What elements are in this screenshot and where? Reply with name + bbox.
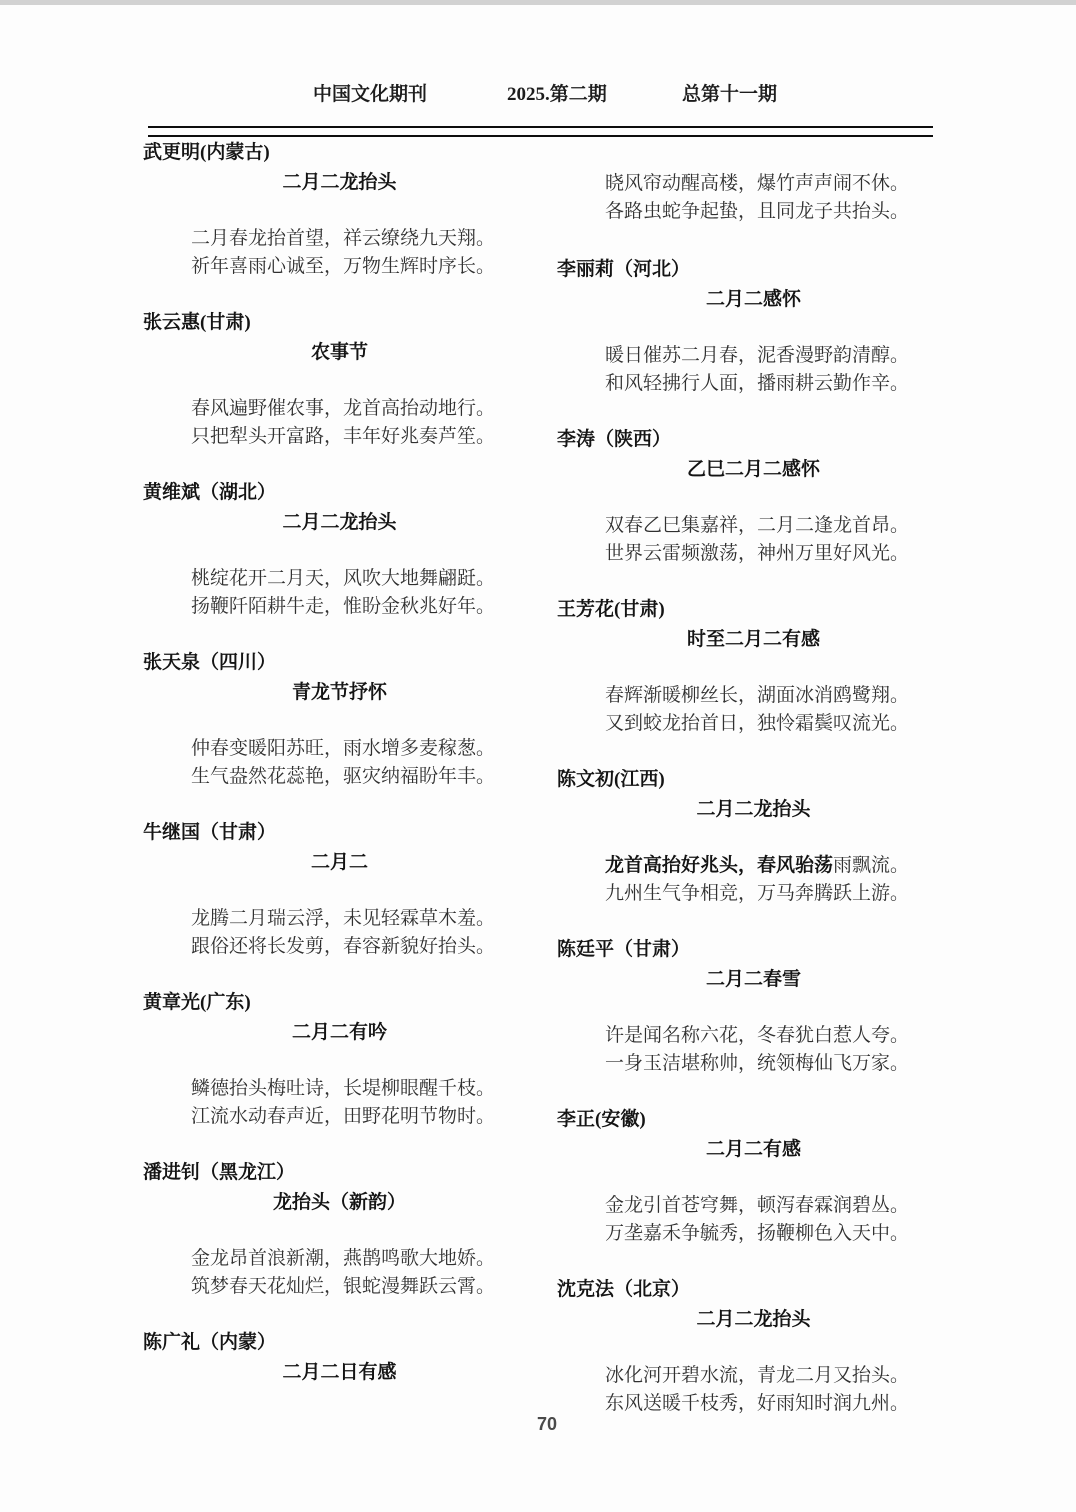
poem-title: 青龙节抒怀 [291, 682, 387, 703]
poem-line: 双春乙巳集嘉祥，二月二逢龙首昂。 [605, 515, 910, 536]
poem-author: 潘进钊（黑龙江） [143, 1162, 296, 1183]
poem-line: 金龙引首苍穹舞，顿泻春霖润碧丛。 [605, 1195, 910, 1216]
poem-body [557, 342, 910, 398]
poem-body [143, 735, 496, 791]
poem-title: 二月二日有感 [282, 1362, 397, 1383]
poem-author: 武更明(内蒙古) [143, 142, 270, 163]
poem-author: 黄章光(广东) [143, 992, 251, 1013]
poem-author: 张云惠(甘肃) [143, 312, 251, 333]
poem-body [557, 1362, 910, 1418]
poem-line: 江流水动春声近，田野花明节物时。 [191, 1106, 496, 1127]
poem-body [143, 395, 496, 451]
poem-author: 张天泉（四川） [143, 652, 277, 673]
journal-name: 中国文化期刊 [313, 84, 428, 105]
poem-line: 仲春变暖阳苏旺，雨水增多麦稼葱。 [191, 738, 496, 759]
poem-line: 又到蛟龙抬首日，独怜霜鬓叹流光。 [605, 713, 910, 734]
poem-line: 和风轻拂行人面，播雨耕云勤作辛。 [605, 373, 910, 394]
poem-title: 乙巳二月二感怀 [686, 459, 820, 480]
poem-body [143, 1075, 496, 1131]
poem-entry [143, 478, 496, 621]
poem-title: 龙抬头（新韵） [272, 1192, 406, 1213]
poem-line: 暖日催苏二月春，泥香漫野韵清醇。 [605, 345, 910, 366]
poem-line: 金龙昂首浪新潮，燕鹊鸣歌大地娇。 [191, 1248, 496, 1269]
poem-line: 一身玉洁堪称帅，统领梅仙飞万家。 [605, 1053, 910, 1074]
poem-line: 九州生气争相竞，万马奔腾跃上游。 [605, 883, 910, 904]
poem-line: 二月春龙抬首望，祥云缭绕九天翔。 [191, 228, 496, 249]
poem-line: 世界云雷频激荡，神州万里好风光。 [605, 543, 910, 564]
poem-entry [143, 818, 496, 961]
poem-title: 二月二龙抬头 [696, 1309, 811, 1330]
poem-line: 扬鞭阡陌耕牛走，惟盼金秋兆好年。 [191, 596, 496, 617]
poem-title: 二月二龙抬头 [282, 512, 397, 533]
poem-body [557, 852, 910, 908]
poem-author: 陈文初(江西) [557, 769, 665, 790]
poem-line: 春风遍野催农事，龙首高抬动地行。 [191, 398, 496, 419]
poem-entry [143, 308, 496, 451]
page-header [0, 82, 1076, 108]
poem-author: 黄维斌（湖北） [143, 482, 277, 503]
poem-line [557, 852, 910, 880]
poem-body [557, 1192, 910, 1248]
poem-entry [143, 988, 496, 1131]
volume-label: 总第十一期 [682, 84, 778, 105]
poem-entry [557, 1275, 910, 1418]
poem-entry [143, 138, 496, 281]
poem-line: 东风送暖千枝秀，好雨知时润九州。 [605, 1393, 910, 1414]
poem-author: 沈克法（北京） [557, 1279, 691, 1300]
poem-author: 王芳花(甘肃) [557, 599, 665, 620]
poem-entry [557, 425, 910, 568]
poem-line: 生气盎然花蕊艳，驱灾纳福盼年丰。 [191, 766, 496, 787]
poem-title: 二月二感怀 [705, 289, 801, 310]
header-divider-rule [148, 126, 933, 137]
poem-title: 二月二有感 [705, 1139, 801, 1160]
poem-body [143, 905, 496, 961]
poem-title: 时至二月二有感 [686, 629, 820, 650]
poem-line: 各路虫蛇争起蛰，且同龙子共抬头。 [605, 201, 910, 222]
poem-line: 只把犁头开富路，丰年好兆奏芦笙。 [191, 426, 496, 447]
poem-body [143, 565, 496, 621]
poem-title: 二月二龙抬头 [282, 172, 397, 193]
poem-line: 春辉渐暖柳丝长，湖面冰消鸥鹭翔。 [605, 685, 910, 706]
poem-body [557, 512, 910, 568]
poem-line: 祈年喜雨心诚至，万物生辉时序长。 [191, 256, 496, 277]
poem-author: 陈广礼（内蒙） [143, 1332, 277, 1353]
poem-author: 李正(安徽) [557, 1109, 646, 1130]
poem-title: 二月二有吟 [291, 1022, 387, 1043]
poem-entry [143, 1158, 496, 1301]
left-column [143, 138, 496, 1415]
poem-title: 农事节 [310, 342, 368, 363]
poem-entry [143, 1328, 488, 1388]
issue-label: 2025.第二期 [507, 84, 607, 105]
poem-entry [557, 595, 910, 738]
poem-entry [557, 1105, 910, 1248]
poem-author: 李丽莉（河北） [557, 259, 691, 280]
poem-entry [557, 765, 910, 908]
poem-body [143, 1245, 496, 1301]
poem-entry [557, 255, 910, 398]
poem-author: 李涛（陕西） [557, 429, 672, 450]
poem-title: 二月二春雪 [705, 969, 801, 990]
poem-line: 跟俗还将长发剪，春容新貌好抬头。 [191, 936, 496, 957]
poem-author: 牛继国（甘肃） [143, 822, 277, 843]
poem-line: 万垄嘉禾争毓秀，扬鞭柳色入天中。 [605, 1223, 910, 1244]
poem-title: 二月二 [310, 852, 368, 873]
poem-entry [557, 935, 910, 1078]
poem-line: 晓风帘动醒高楼，爆竹声声闹不休。 [605, 173, 910, 194]
poem-line: 许是闻名称六花，冬春犹白惹人夸。 [605, 1025, 910, 1046]
poem-author: 陈廷平（甘肃） [557, 939, 691, 960]
poem-entry [143, 648, 496, 791]
scan-edge-strip [0, 0, 1076, 5]
page-number: 70 [536, 1414, 558, 1434]
poem-body [557, 682, 910, 738]
poem-line: 鳞德抬头梅吐诗，长堤柳眼醒千枝。 [191, 1078, 496, 1099]
poem-title: 二月二龙抬头 [696, 799, 811, 820]
poem-line: 冰化河开碧水流，青龙二月又抬头。 [605, 1365, 910, 1386]
poem-line: 龙腾二月瑞云浮，未见轻霖草木羞。 [191, 908, 496, 929]
poem-continuation [557, 170, 910, 226]
poem-line: 筑梦春天花灿烂，银蛇漫舞跃云霄。 [191, 1276, 496, 1297]
poem-line-bold-segment: 龙首高抬好兆头，春风骀荡 [605, 855, 834, 876]
poem-line-regular-segment: 雨飘流。 [833, 855, 910, 876]
poem-line: 桃绽花开二月天，风吹大地舞翩跹。 [191, 568, 496, 589]
poem-body [143, 225, 496, 281]
poem-body [557, 1022, 910, 1078]
right-column [557, 170, 910, 1445]
